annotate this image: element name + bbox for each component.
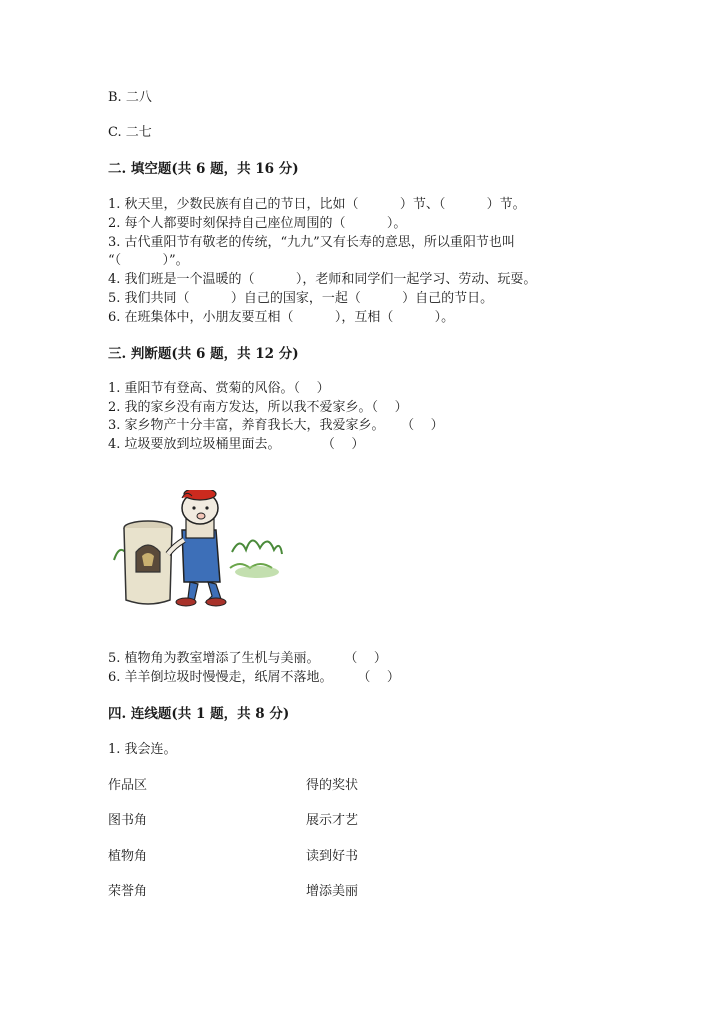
fill-blank-question: 5. 我们共同（ ）自己的国家，一起（ ）自己的节日。	[108, 291, 494, 306]
option-b: B. 二八	[108, 90, 152, 105]
fill-blank-question: 2. 每个人都要时刻保持自己座位周围的（ ）。	[108, 216, 407, 231]
fill-blank-question: 4. 我们班是一个温暖的（ ），老师和同学们一起学习、劳动、玩耍。	[108, 272, 537, 287]
matching-prompt: 1. 我会连。	[108, 742, 177, 757]
true-false-question: 2. 我的家乡没有南方发达，所以我不爱家乡。（ ）	[108, 400, 408, 415]
fill-blank-question: 1. 秋天里，少数民族有自己的节日，比如（ ）节、（ ）节。	[108, 197, 526, 212]
true-false-question: 5. 植物角为教室增添了生机与美丽。 （ ）	[108, 651, 387, 666]
true-false-question: 4. 垃圾要放到垃圾桶里面去。 （ ）	[108, 437, 365, 452]
trash-bin-icon	[124, 521, 172, 604]
matching-left-item[interactable]: 图书角	[108, 813, 148, 828]
matching-right-item[interactable]: 读到好书	[306, 849, 359, 864]
true-false-question: 6. 羊羊倒垃圾时慢慢走，纸屑不落地。 （ ）	[108, 670, 400, 685]
matching-left-item[interactable]: 作品区	[108, 778, 148, 793]
option-c: C. 二七	[108, 125, 152, 140]
section-3-heading: 三. 判断题(共 6 题，共 12 分)	[108, 346, 299, 362]
matching-right-item[interactable]: 得的奖状	[306, 778, 359, 793]
fill-blank-question-continued: “（ ）”。	[108, 253, 189, 268]
pig-throwing-trash-into-bin-illustration	[112, 490, 284, 612]
section-4-heading: 四. 连线题(共 1 题，共 8 分)	[108, 706, 290, 722]
matching-left-item[interactable]: 植物角	[108, 849, 148, 864]
fill-blank-question: 6. 在班集体中，小朋友要互相（ ），互相（ ）。	[108, 310, 455, 325]
matching-left-item[interactable]: 荣誉角	[108, 884, 148, 899]
true-false-question: 1. 重阳节有登高、赏菊的风俗。（ ）	[108, 381, 330, 396]
section-2-heading: 二. 填空题(共 6 题，共 16 分)	[108, 161, 299, 177]
fill-blank-question: 3. 古代重阳节有敬老的传统，“九九”又有长寿的意思，所以重阳节也叫	[108, 235, 515, 250]
true-false-question: 3. 家乡物产十分丰富，养育我长大，我爱家乡。 （ ）	[108, 418, 444, 433]
matching-right-item[interactable]: 展示才艺	[306, 813, 359, 828]
matching-right-item[interactable]: 增添美丽	[306, 884, 359, 899]
pig-character-icon	[168, 490, 226, 606]
